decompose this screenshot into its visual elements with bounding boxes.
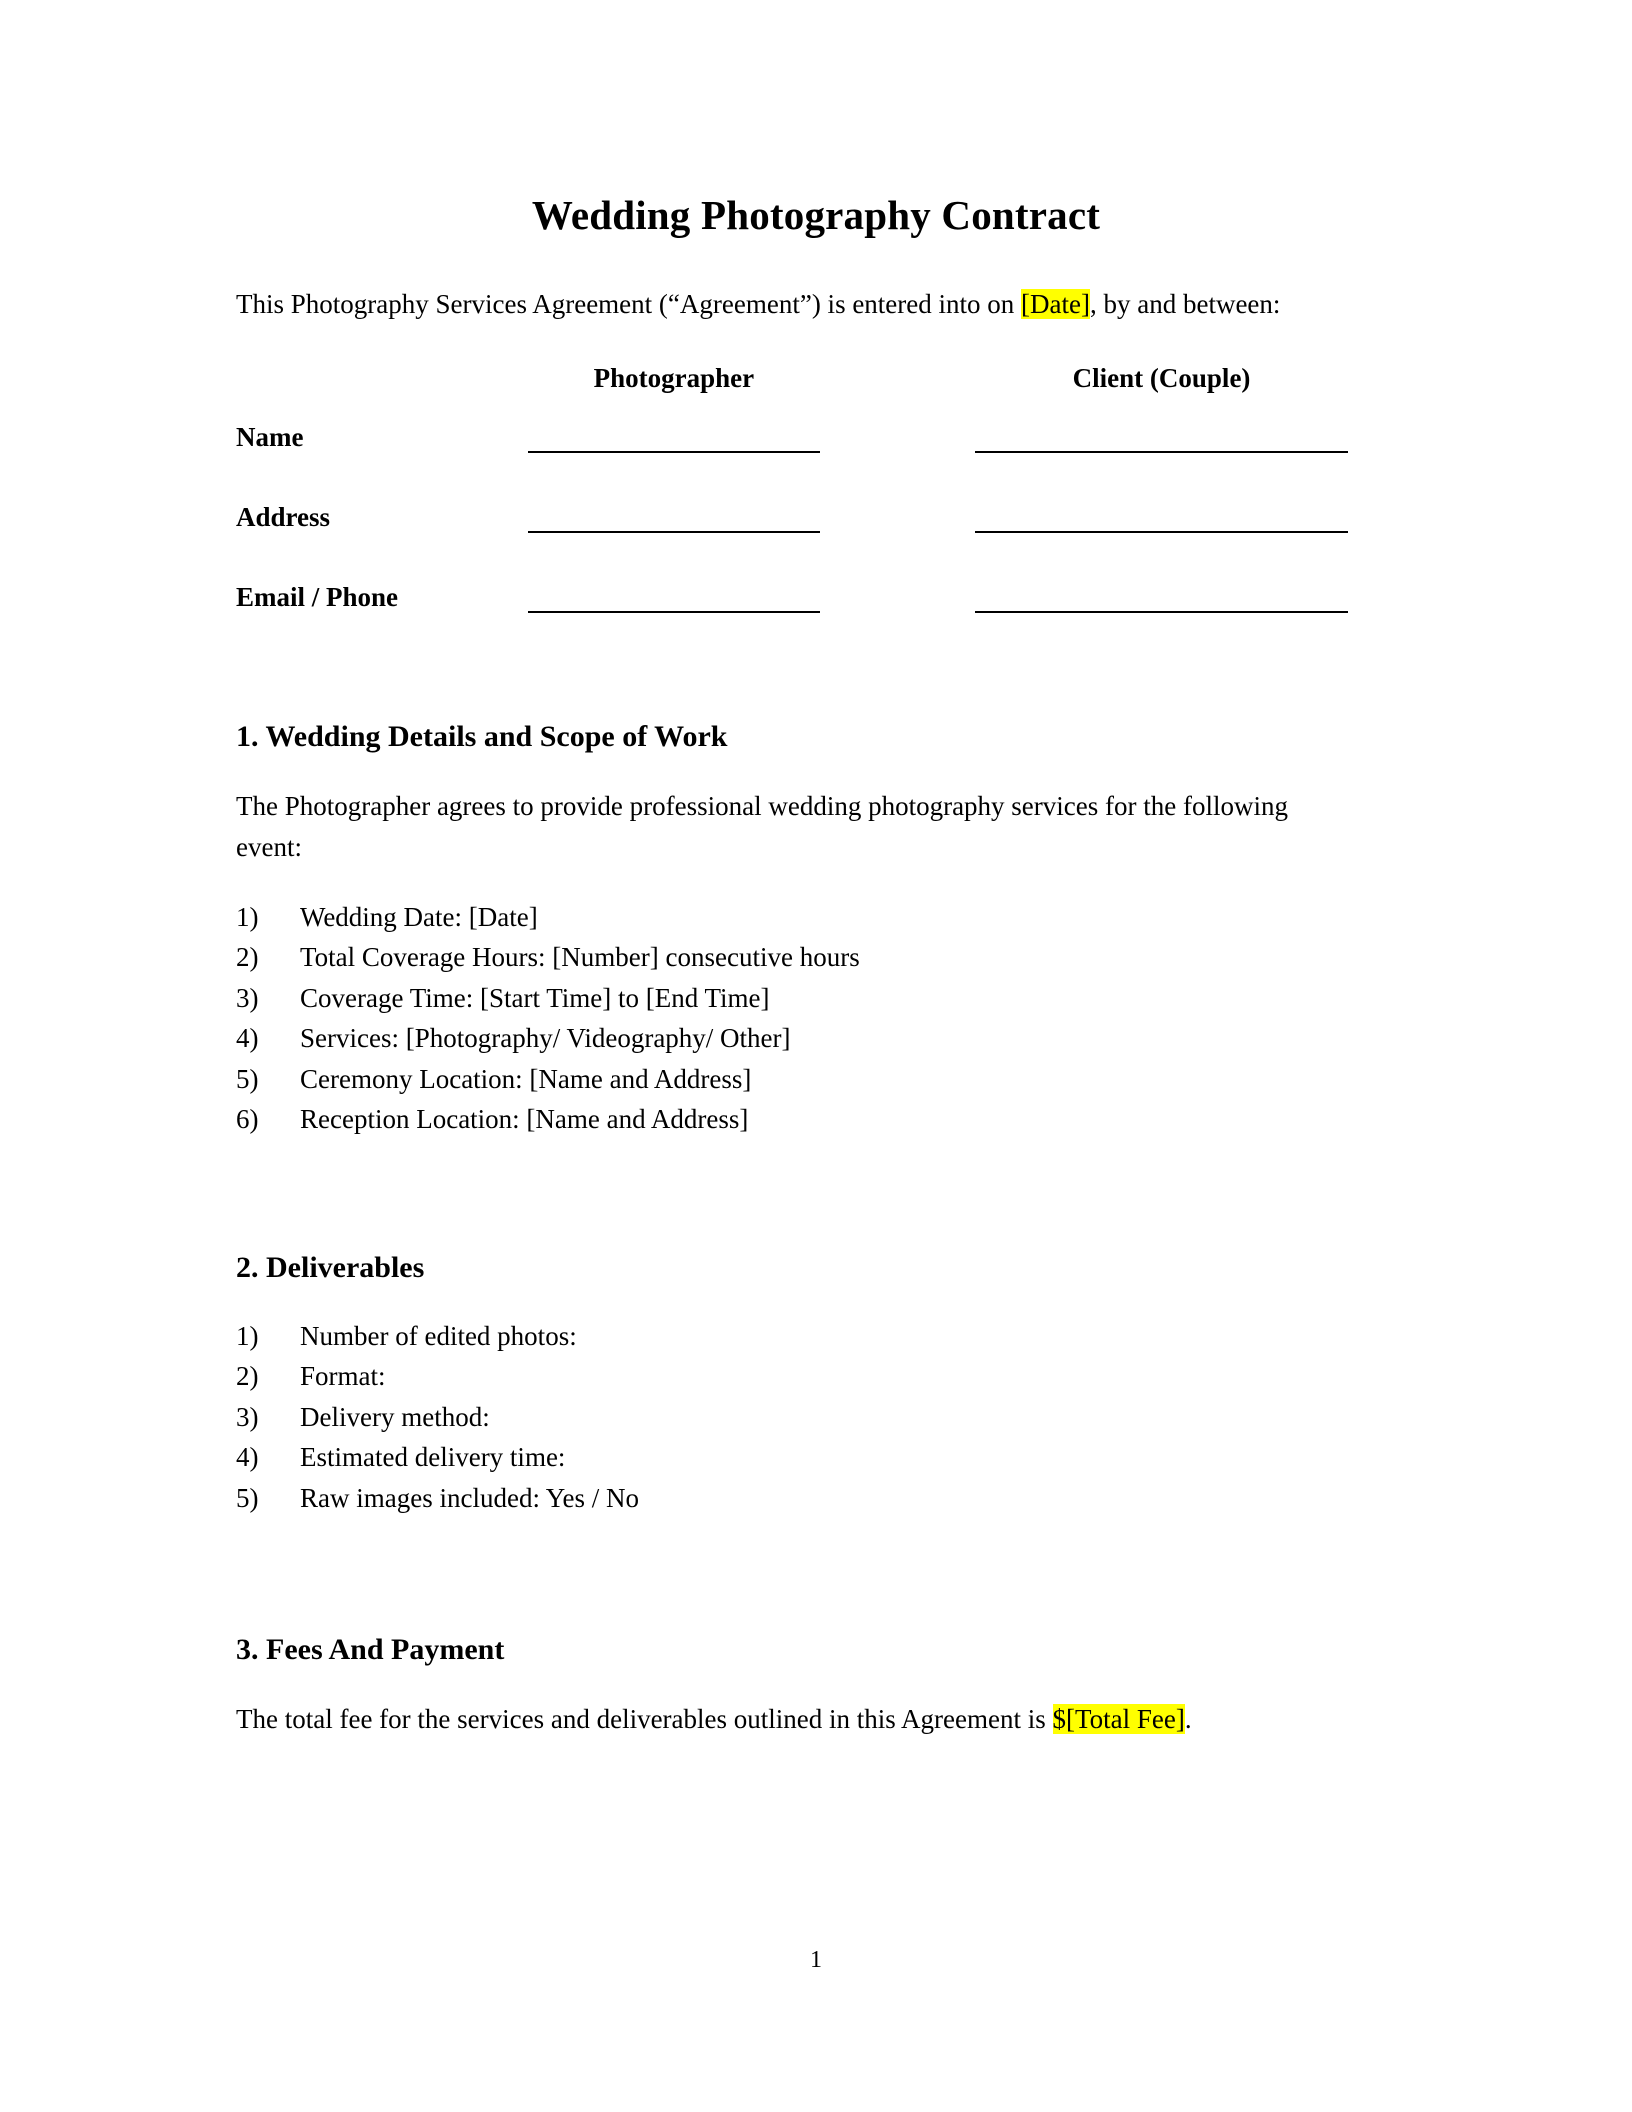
table-gap-cell (820, 582, 975, 622)
client-address-field[interactable] (975, 502, 1348, 542)
column-header-client: Client (Couple) (1072, 363, 1251, 394)
page-title: Wedding Photography Contract (531, 192, 1101, 238)
fees-text-after: . (1184, 1703, 1192, 1734)
fees-text-before: The total fee for the services and deliverables outlined in this Agreement is (236, 1703, 1053, 1734)
list-item-text: Total Coverage Hours: [Number] consecutive hours (300, 942, 860, 973)
table-gap-cell (820, 363, 975, 422)
document-content (236, 0, 1396, 1740)
list-item (236, 1021, 1396, 1062)
list-item-text: Wedding Date: [Date] (300, 901, 538, 932)
list-item-text: Raw images included: Yes / No (300, 1482, 639, 1513)
list-marker: 5) (236, 1482, 259, 1513)
fill-line (975, 611, 1348, 613)
client-name-field[interactable] (975, 422, 1348, 462)
list-item (236, 1102, 1396, 1143)
list-item (236, 1481, 1396, 1522)
list-item (236, 940, 1396, 981)
fill-line (528, 611, 820, 613)
table-corner-cell (236, 363, 528, 422)
list-marker: 6) (236, 1104, 259, 1135)
party-information-table (236, 363, 1348, 622)
fill-line (975, 531, 1348, 533)
list-marker: 1) (236, 1320, 259, 1351)
list-item (236, 981, 1396, 1022)
list-marker: 3) (236, 1401, 259, 1432)
table-row (236, 502, 1348, 542)
row-label-address: Address (236, 502, 331, 533)
list-item-text: Estimated delivery time: (300, 1442, 566, 1473)
table-header-row (236, 363, 1348, 422)
intro-text-before: This Photography Services Agreement (“Agreement”) is entered into on (236, 289, 1022, 320)
fill-line (528, 451, 820, 453)
list-item (236, 1062, 1396, 1103)
list-item (236, 1359, 1396, 1400)
table-row (236, 582, 1348, 622)
section-body-wedding-details: The Photographer agrees to provide professional wedding photography services for the following event: (236, 790, 1288, 862)
list-marker: 5) (236, 1063, 259, 1094)
table-spacer-row (236, 542, 1348, 582)
row-label-name: Name (236, 422, 304, 453)
table-spacer-row (236, 462, 1348, 502)
section-heading-deliverables: 2. Deliverables (236, 1251, 425, 1285)
list-item (236, 1440, 1396, 1481)
list-marker: 4) (236, 1023, 259, 1054)
list-marker: 1) (236, 901, 259, 932)
wedding-details-list (236, 900, 1396, 1143)
total-fee-placeholder-highlight: $[Total Fee] (1052, 1703, 1185, 1734)
fees-paragraph (236, 1699, 1348, 1740)
list-item (236, 1319, 1396, 1360)
list-item-text: Ceremony Location: [Name and Address] (300, 1063, 752, 1094)
row-label-email-phone: Email / Phone (236, 582, 399, 613)
list-marker: 2) (236, 1361, 259, 1392)
page-number: 1 (810, 1947, 822, 1973)
deliverables-list (236, 1319, 1396, 1522)
fill-line (975, 451, 1348, 453)
list-marker: 2) (236, 942, 259, 973)
list-item (236, 900, 1396, 941)
intro-paragraph (236, 284, 1348, 325)
list-item-text: Services: [Photography/ Videography/ Other] (300, 1023, 791, 1054)
fill-line (528, 531, 820, 533)
list-item-text: Delivery method: (300, 1401, 490, 1432)
photographer-email-phone-field[interactable] (528, 582, 820, 622)
list-item-text: Reception Location: [Name and Address] (300, 1104, 749, 1135)
list-item-text: Number of edited photos: (300, 1320, 577, 1351)
client-email-phone-field[interactable] (975, 582, 1348, 622)
list-item (236, 1400, 1396, 1441)
photographer-address-field[interactable] (528, 502, 820, 542)
photographer-name-field[interactable] (528, 422, 820, 462)
list-item-text: Format: (300, 1361, 386, 1392)
date-placeholder-highlight: [Date] (1021, 289, 1090, 320)
table-gap-cell (820, 422, 975, 462)
section-heading-wedding-details: 1. Wedding Details and Scope of Work (236, 720, 728, 754)
section-heading-fees-and-payment: 3. Fees And Payment (236, 1633, 505, 1667)
intro-text-after: , by and between: (1089, 289, 1281, 320)
table-gap-cell (820, 502, 975, 542)
column-header-photographer: Photographer (593, 363, 755, 394)
table-row (236, 422, 1348, 462)
list-item-text: Coverage Time: [Start Time] to [End Time] (300, 982, 770, 1013)
list-marker: 3) (236, 982, 259, 1013)
list-marker: 4) (236, 1442, 259, 1473)
